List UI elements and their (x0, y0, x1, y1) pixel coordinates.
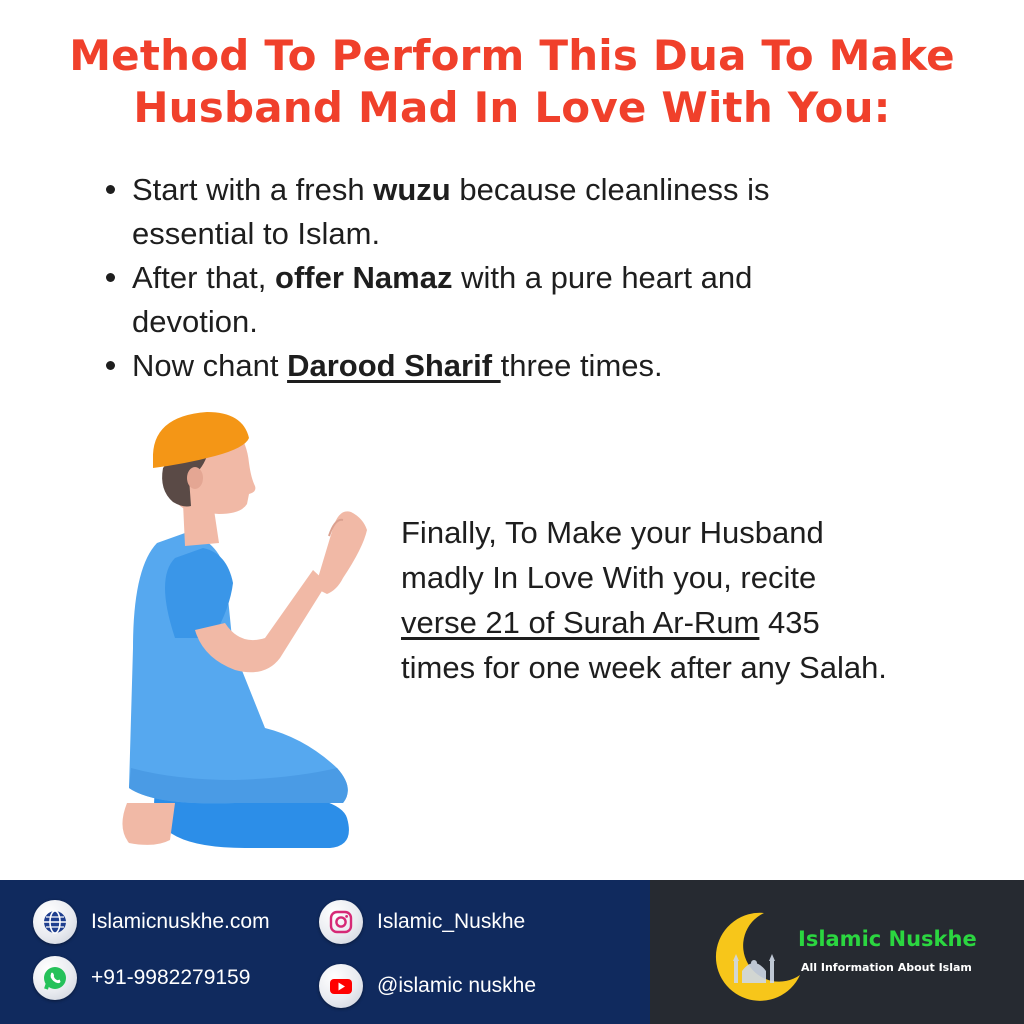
list-item (100, 256, 900, 344)
step-text: three times. (500, 348, 663, 383)
website-text: Islamicnuskhe.com (91, 910, 270, 933)
phone-contact[interactable] (33, 956, 250, 1000)
step-text: devotion. (132, 304, 258, 339)
whatsapp-icon (33, 956, 77, 1000)
final-line-3 (401, 600, 981, 645)
brand-name: Islamic Nuskhe (798, 927, 977, 951)
instagram-text: Islamic_Nuskhe (377, 910, 526, 933)
step-text: After that, (132, 260, 276, 295)
final-line-1: Finally, To Make your Husband (401, 515, 824, 550)
crescent-mosque-logo (706, 905, 806, 1005)
final-count: 435 (759, 605, 820, 640)
step-keyword: wuzu (373, 172, 451, 207)
youtube-contact[interactable] (319, 964, 536, 1008)
darood-sharif-link[interactable]: Darood Sharif (287, 348, 501, 383)
surah-ar-rum-link[interactable]: verse 21 of Surah Ar-Rum (401, 605, 760, 640)
step-text: because cleanliness is (450, 172, 770, 207)
final-line-2: madly In Love With you, recite (401, 560, 817, 595)
step-keyword: offer Namaz (275, 260, 453, 295)
title-line-1: Method To Perform This Dua To Make (69, 31, 955, 80)
final-line-4: times for one week after any Salah. (401, 650, 887, 685)
website-contact[interactable] (33, 900, 270, 944)
tagline-text: All Information About (801, 961, 939, 974)
youtube-icon (319, 964, 363, 1008)
step-text: Now chant (132, 348, 288, 383)
step-text: with a pure heart and (452, 260, 753, 295)
page-title (0, 30, 1024, 134)
praying-man-illustration (115, 408, 385, 858)
list-item (100, 168, 900, 256)
phone-text: +91-9982279159 (91, 966, 251, 989)
title-line-2: Husband Mad In Love With You: (133, 83, 891, 132)
brand-tagline (801, 961, 972, 974)
globe-icon (33, 900, 77, 944)
youtube-text: @islamic nuskhe (377, 974, 537, 997)
tagline-bold: Islam (938, 961, 972, 974)
list-item (100, 344, 900, 388)
step-text: Start with a fresh (132, 172, 374, 207)
step-text: essential to Islam. (132, 216, 381, 251)
instagram-icon (319, 900, 363, 944)
steps-list (100, 168, 900, 388)
instagram-contact[interactable] (319, 900, 525, 944)
final-instruction (401, 510, 981, 690)
